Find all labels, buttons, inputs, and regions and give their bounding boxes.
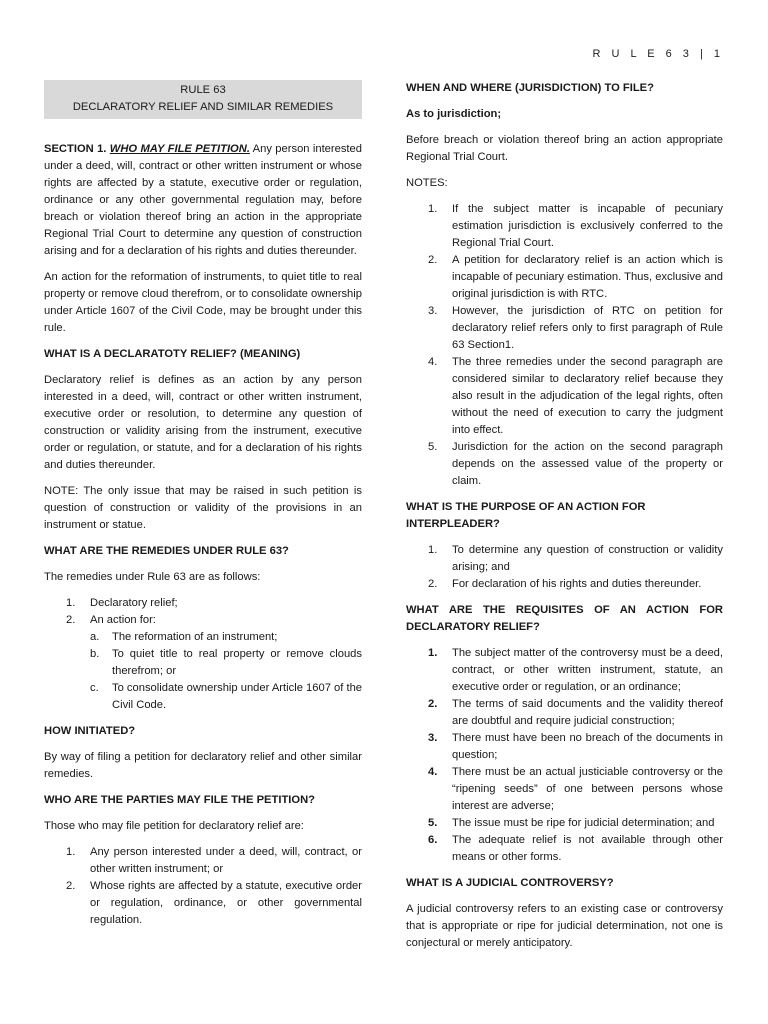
list-item: [44, 844, 362, 878]
list-text: To quiet title to real property or remove clouds therefrom; or: [112, 648, 362, 677]
list-number: 4.: [428, 356, 438, 368]
list-item: [90, 680, 362, 714]
meaning-paragraph: Declaratory relief is defines as an action by any person interested in a deed, will, contract or other written instrument, executive order or resolution, to determine any question of construction or validity arising from the instrument, executive order or regulation, or statute, and for a declaration of his rights and duties thereunder.: [44, 374, 362, 471]
list-item: [44, 595, 362, 612]
list-text: An action for:: [90, 614, 156, 626]
controversy-heading: WHAT IS A JUDICIAL CONTROVERSY?: [406, 877, 614, 889]
section-1-paragraph: [44, 141, 362, 260]
list-item: [406, 576, 723, 593]
list-text: The adequate relief is not available through other means or other forms.: [452, 834, 723, 863]
parties-intro: Those who may file petition for declaratory relief are:: [44, 820, 304, 832]
list-text: To consolidate ownership under Article 1607 of the Civil Code.: [112, 682, 363, 711]
list-number: 5.: [428, 817, 438, 829]
list-item: [406, 645, 723, 696]
list-item: [406, 696, 723, 730]
parties-heading: WHO ARE THE PARTIES MAY FILE THE PETITION?: [44, 794, 315, 806]
list-number: 2.: [428, 698, 438, 710]
requisites-heading: WHAT ARE THE REQUISITES OF AN ACTION FOR DECLARATORY RELIEF?: [406, 604, 723, 633]
reformation-paragraph: An action for the reformation of instruments, to quiet title to real property or remove cloud therefrom, or to consolidate ownership under Article 1607 of the Civil Code, may be brought under this rule.: [44, 271, 362, 334]
list-number: 4.: [428, 766, 438, 778]
list-item: [406, 730, 723, 764]
list-number: b.: [90, 648, 100, 660]
list-item: [406, 832, 723, 866]
list-number: 2.: [428, 254, 438, 266]
list-number: a.: [90, 631, 100, 643]
section-label: SECTION 1.: [44, 143, 107, 155]
list-text: Whose rights are affected by a statute, executive order or regulation, ordinance, or other governmental regulation.: [90, 880, 362, 926]
list-item: [406, 354, 723, 439]
list-item: [406, 815, 723, 832]
list-number: 2.: [66, 880, 76, 892]
as-to-jurisdiction-heading: As to jurisdiction;: [406, 108, 502, 120]
list-text: To determine any question of construction or validity arising; and: [452, 544, 723, 573]
note-paragraph: NOTE: The only issue that may be raised in such petition is question of construction or validity of the provisions in an instrument or statue.: [44, 485, 362, 531]
list-text: Declaratory relief;: [90, 597, 178, 609]
list-text: For declaration of his rights and duties thereunder.: [452, 578, 702, 590]
right-column: [406, 80, 723, 961]
rule-title-box: [44, 80, 362, 119]
remedies-list: [44, 595, 362, 714]
list-text: The issue must be ripe for judicial determination; and: [452, 817, 715, 829]
list-text: If the subject matter is incapable of pecuniary estimation jurisdiction is exclusively conferred to the Regional Trial Court.: [452, 203, 723, 249]
list-item: [44, 878, 362, 929]
list-number: 1.: [66, 846, 76, 858]
parties-list: [44, 844, 362, 929]
purpose-list: [406, 542, 723, 593]
list-text: There must be an actual justiciable controversy or the “ripening seeds” of one between persons whose interest are adverse;: [452, 766, 723, 812]
notes-label: NOTES:: [406, 177, 448, 189]
list-number: 1.: [428, 203, 438, 215]
controversy-paragraph: A judicial controversy refers to an existing case or controversy that is appropriate or ripe for judicial determination, not one is conjectural or merely anticipatory.: [406, 903, 723, 949]
list-number: 1.: [66, 597, 76, 609]
remedies-sublist: [90, 629, 362, 714]
list-text: There must have been no breach of the documents in question;: [452, 732, 723, 761]
list-number: 3.: [428, 732, 438, 744]
list-item: [90, 646, 362, 680]
list-item: [406, 439, 723, 490]
list-number: 1.: [428, 647, 438, 659]
list-text: However, the jurisdiction of RTC on petition for declaratory relief refers only to first paragraph of Rule 63 Section1.: [452, 305, 723, 351]
initiated-paragraph: By way of filing a petition for declaratory relief and other similar remedies.: [44, 751, 362, 780]
meaning-heading: WHAT IS A DECLARATOTY RELIEF? (MEANING): [44, 348, 301, 360]
remedies-intro: The remedies under Rule 63 are as follows:: [44, 571, 261, 583]
list-number: c.: [90, 682, 99, 694]
list-text: The reformation of an instrument;: [112, 631, 278, 643]
section-body: Any person interested under a deed, will, contract or other written instrument or whose rights are affected by a statute, executive order or regulation, ordinance or any other governmental regulation may, before breach or violation thereof bring an action in the appropriate Regional Trial Court to determine any question of construction arising and for a declaration of his rights and duties thereunder.: [44, 143, 362, 257]
notes-list: [406, 201, 723, 490]
jurisdiction-heading: WHEN AND WHERE (JURISDICTION) TO FILE?: [406, 82, 654, 94]
list-text: The subject matter of the controversy must be a deed, contract, or other written instrument, statute, an executive order or regulation, or an ordinance;: [452, 647, 723, 693]
left-column: [44, 80, 362, 938]
list-item: [406, 764, 723, 815]
list-number: 5.: [428, 441, 438, 453]
remedies-heading: WHAT ARE THE REMEDIES UNDER RULE 63?: [44, 545, 289, 557]
list-text: The terms of said documents and the validity thereof are doubtful and require judicial construction;: [452, 698, 723, 727]
requisites-list: [406, 645, 723, 866]
running-header: R U L E 6 3 | 1: [592, 48, 724, 60]
list-number: 3.: [428, 305, 438, 317]
list-item: [406, 201, 723, 252]
list-item: [406, 252, 723, 303]
list-number: 6.: [428, 834, 438, 846]
list-text: Jurisdiction for the action on the second paragraph depends on the assessed value of the property or claim.: [452, 441, 723, 487]
list-text: The three remedies under the second paragraph are considered similar to declaratory relief because they also result in the adjudication of the legal rights, often without the need of execution to carry the judgment into effect.: [452, 356, 723, 436]
list-number: 2.: [428, 578, 438, 590]
purpose-heading: WHAT IS THE PURPOSE OF AN ACTION FOR INTERPLEADER?: [406, 501, 646, 530]
list-item: [44, 612, 362, 714]
jurisdiction-paragraph: Before breach or violation thereof bring an action appropriate Regional Trial Court.: [406, 134, 723, 163]
section-title: WHO MAY FILE PETITION.: [109, 143, 250, 155]
rule-title: DECLARATORY RELIEF AND SIMILAR REMEDIES: [72, 101, 334, 113]
list-text: Any person interested under a deed, will, contract, or other written instrument; or: [90, 846, 362, 875]
initiated-heading: HOW INITIATED?: [44, 725, 136, 737]
list-item: [90, 629, 362, 646]
list-item: [406, 542, 723, 576]
rule-number: RULE 63: [180, 84, 226, 96]
list-number: 2.: [66, 614, 76, 626]
list-number: 1.: [428, 544, 438, 556]
list-text: A petition for declaratory relief is an action which is incapable of pecuniary estimation. Thus, exclusive and original jurisdiction is with RTC.: [452, 254, 723, 300]
list-item: [406, 303, 723, 354]
